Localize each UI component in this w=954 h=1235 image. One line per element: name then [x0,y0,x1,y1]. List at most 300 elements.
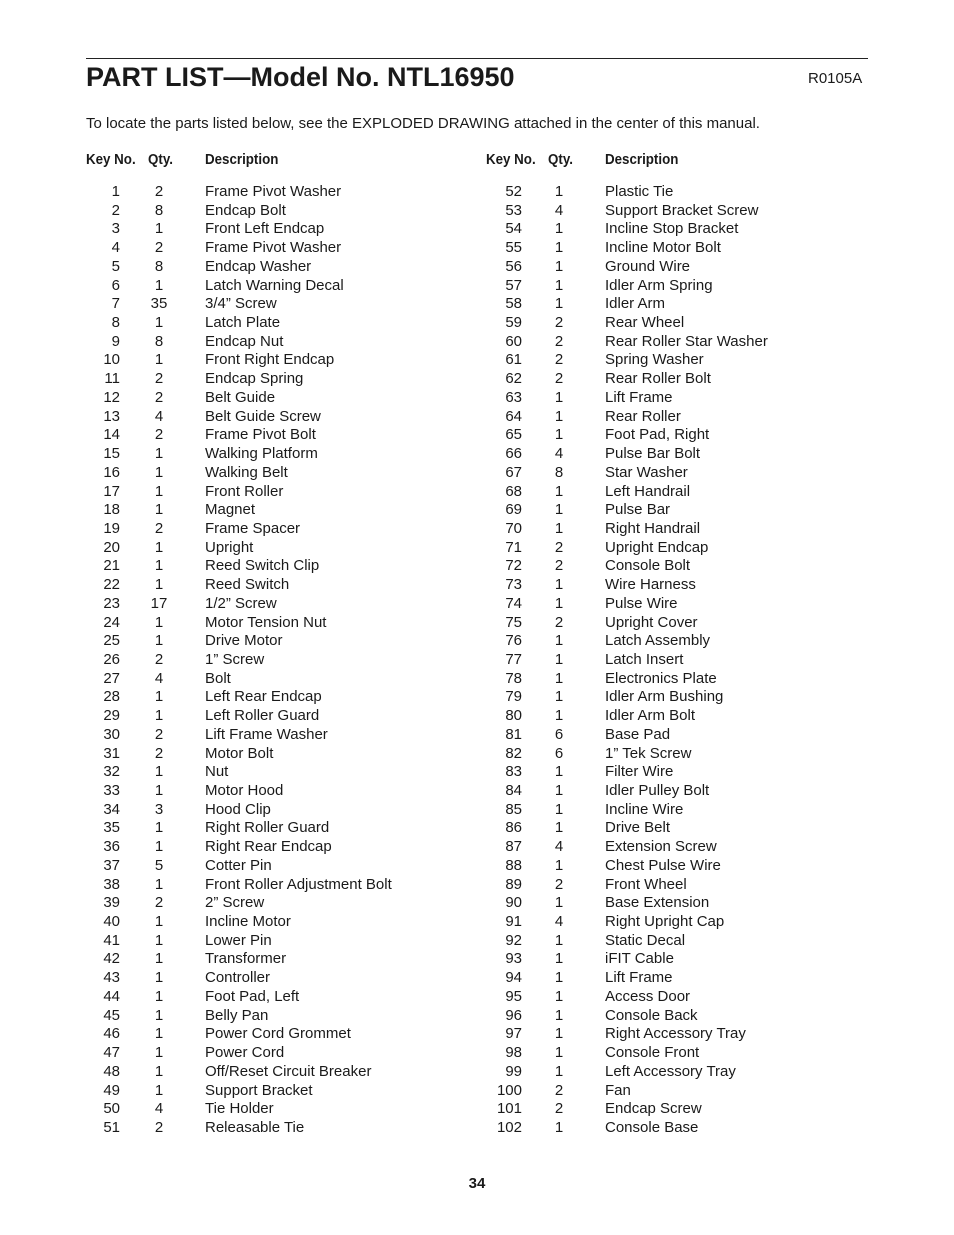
part-qty: 1 [554,257,564,275]
part-key-no: 76 [505,632,522,650]
part-qty: 2 [554,538,564,556]
part-key-no: 98 [505,1044,522,1062]
part-qty: 1 [554,295,564,313]
part-key-no: 26 [103,650,120,668]
part-qty: 1 [554,950,564,968]
part-qty: 2 [554,314,564,332]
part-description: Frame Pivot Bolt [205,426,316,444]
part-qty: 1 [154,688,164,706]
part-description: Reed Switch Clip [205,557,320,575]
part-qty: 1 [554,987,564,1005]
part-description: Idler Arm [605,295,666,313]
part-qty: 1 [554,669,564,687]
part-qty: 1 [554,1118,564,1136]
part-qty: 1 [154,838,164,856]
part-key-no: 27 [103,669,120,687]
part-description: Plastic Tie [605,183,674,200]
part-description: Motor Hood [205,782,284,799]
part-qty: 1 [554,632,564,650]
part-qty: 1 [554,1025,564,1043]
part-key-no: 1 [111,183,120,200]
part-key-no: 99 [505,1062,522,1080]
part-key-no: 14 [103,426,120,444]
part-description: Power Cord Grommet [205,1025,351,1043]
part-qty: 1 [154,445,164,463]
header-key-no: Key No. [86,152,136,168]
part-qty: 1 [154,276,164,294]
part-qty: 2 [554,1100,564,1118]
part-key-no: 62 [505,370,522,388]
part-key-no: 45 [103,1006,120,1024]
part-key-no: 57 [505,276,522,294]
part-description: Idler Arm Bolt [605,707,696,725]
part-description: 1/2” Screw [205,594,277,612]
part-qty: 1 [154,220,164,238]
part-qty: 2 [154,894,164,912]
part-description: Latch Assembly [605,632,711,650]
part-description: Incline Wire [605,800,684,818]
part-key-no: 64 [505,407,522,425]
part-qty: 1 [154,707,164,725]
part-qty: 2 [554,613,564,631]
part-description: Lift Frame [605,388,673,406]
part-key-no: 47 [103,1044,120,1062]
part-description: Idler Pulley Bolt [605,782,710,799]
part-qty: 1 [154,1006,164,1024]
part-description: Front Wheel [605,875,687,893]
part-key-no: 63 [505,388,522,406]
part-qty: 1 [154,557,164,575]
part-qty: 8 [154,257,164,275]
part-key-no: 20 [103,538,120,556]
part-description: Bolt [205,669,231,687]
part-qty: 2 [154,426,164,444]
part-description: Endcap Bolt [205,201,286,219]
part-description: Console Bolt [605,557,691,575]
part-description: Rear Wheel [605,314,685,332]
part-key-no: 82 [505,744,522,762]
part-qty: 1 [154,763,164,781]
part-description: Filter Wire [605,763,674,781]
part-description: Support Bracket Screw [605,201,759,219]
page-title: PART LIST—Model No. NTL16950 [86,62,515,92]
part-qty: 1 [154,819,164,837]
part-description: Base Pad [605,725,671,743]
part-description: Incline Motor Bolt [605,239,721,257]
part-description: Fan [605,1081,631,1099]
part-qty: 2 [154,1118,164,1136]
part-key-no: 35 [103,819,120,837]
part-qty: 2 [554,351,564,369]
part-key-no: 15 [103,445,120,463]
part-qty: 4 [154,407,164,425]
part-description: Left Accessory Tray [605,1062,736,1080]
part-description: Frame Pivot Washer [205,239,342,257]
part-key-no: 50 [103,1100,120,1118]
part-description: Endcap Screw [605,1100,702,1118]
part-key-no: 8 [111,314,120,332]
document-code: R0105A [808,70,863,87]
part-qty: 2 [154,650,164,668]
part-key-no: 53 [505,201,522,219]
part-description: Belt Guide [205,388,276,406]
part-description: Wire Harness [605,576,696,594]
part-description: Rear Roller Star Washer [605,332,768,350]
part-key-no: 65 [505,426,522,444]
part-qty: 1 [154,576,164,594]
part-qty: 2 [154,519,164,537]
part-qty: 1 [154,913,164,931]
part-qty: 1 [154,931,164,949]
part-qty: 2 [154,183,164,200]
part-key-no: 95 [505,987,522,1005]
part-description: Drive Belt [605,819,671,837]
part-key-no: 58 [505,295,522,313]
part-description: Reed Switch [205,576,290,594]
header-description: Description [205,152,279,168]
part-key-no: 43 [103,969,120,987]
part-key-no: 24 [103,613,120,631]
part-description: Endcap Spring [205,370,304,388]
part-key-no: 87 [505,838,522,856]
part-key-no: 49 [103,1081,120,1099]
part-description: Right Upright Cap [605,913,725,931]
part-qty: 1 [154,875,164,893]
part-qty: 1 [554,894,564,912]
part-qty: 1 [554,594,564,612]
part-qty: 4 [154,669,164,687]
part-key-no: 69 [505,501,522,519]
part-description: Belt Guide Screw [205,407,321,425]
part-qty: 1 [154,501,164,519]
part-qty: 1 [554,650,564,668]
part-key-no: 72 [505,557,522,575]
part-key-no: 101 [496,1100,522,1118]
part-description: Front Left Endcap [205,220,325,238]
part-description: Cotter Pin [205,856,272,874]
part-key-no: 83 [505,763,522,781]
part-description: Transformer [205,950,287,968]
part-qty: 2 [554,332,564,350]
part-key-no: 51 [103,1118,120,1136]
part-description: Console Base [605,1118,699,1136]
part-description: Nut [205,763,229,781]
part-qty: 1 [154,1025,164,1043]
part-key-no: 71 [505,538,522,556]
part-qty: 35 [150,295,168,313]
part-key-no: 23 [103,594,120,612]
part-qty: 1 [154,1044,164,1062]
part-qty: 1 [554,707,564,725]
part-description: Latch Insert [605,650,684,668]
part-qty: 2 [554,1081,564,1099]
part-qty: 6 [554,744,564,762]
part-qty: 4 [554,838,564,856]
part-key-no: 33 [103,782,120,799]
part-description: Incline Stop Bracket [605,220,739,238]
part-description: Idler Arm Spring [605,276,713,294]
part-qty: 2 [554,370,564,388]
part-qty: 1 [554,220,564,238]
part-key-no: 74 [505,594,522,612]
part-qty: 1 [154,987,164,1005]
part-qty: 1 [154,538,164,556]
part-key-no: 89 [505,875,522,893]
part-qty: 1 [554,856,564,874]
part-key-no: 81 [505,725,522,743]
part-description: Belly Pan [205,1006,269,1024]
part-qty: 1 [554,407,564,425]
part-qty: 1 [554,576,564,594]
part-qty: 1 [554,969,564,987]
part-key-no: 93 [505,950,522,968]
part-qty: 1 [154,632,164,650]
part-description: Endcap Nut [205,332,284,350]
part-description: Right Handrail [605,519,701,537]
part-key-no: 11 [104,370,120,388]
part-qty: 1 [554,763,564,781]
part-key-no: 85 [505,800,522,818]
part-key-no: 17 [103,482,120,500]
part-key-no: 29 [103,707,120,725]
part-key-no: 2 [111,201,120,219]
part-key-no: 55 [505,239,522,257]
part-qty: 1 [554,1062,564,1080]
part-key-no: 75 [505,613,522,631]
part-key-no: 42 [103,950,120,968]
part-qty: 1 [554,688,564,706]
part-description: Walking Belt [205,463,288,481]
part-key-no: 40 [103,913,120,931]
part-description: Extension Screw [605,838,717,856]
part-description: Front Roller Adjustment Bolt [205,875,392,893]
part-qty: 1 [154,613,164,631]
part-qty: 8 [554,463,564,481]
part-key-no: 19 [103,519,120,537]
part-key-no: 59 [505,314,522,332]
part-description: Incline Motor [205,913,291,931]
part-key-no: 31 [103,744,120,762]
part-key-no: 61 [505,351,522,369]
part-qty: 1 [154,314,164,332]
part-description: Power Cord [205,1044,285,1062]
part-description: Idler Arm Bushing [605,688,724,706]
part-description: Spring Washer [605,351,704,369]
part-qty: 5 [154,856,164,874]
part-description: 3/4” Screw [205,295,277,313]
part-description: 1” Tek Screw [605,744,692,762]
part-key-no: 66 [505,445,522,463]
intro-text: To locate the parts listed below, see the EXPLODED DRAWING attached in the center of this manual. [86,115,760,132]
title-rule [86,58,868,59]
part-key-no: 97 [505,1025,522,1043]
part-key-no: 78 [505,669,522,687]
part-key-no: 16 [103,463,120,481]
part-key-no: 5 [111,257,120,275]
part-qty: 1 [554,388,564,406]
part-qty: 3 [154,800,164,818]
part-description: Frame Spacer [205,519,301,537]
part-description: Motor Bolt [205,744,274,762]
part-description: Support Bracket [205,1081,313,1099]
part-qty: 1 [154,463,164,481]
part-qty: 4 [554,445,564,463]
part-key-no: 54 [505,220,522,238]
part-description: Lift Frame Washer [205,725,328,743]
part-key-no: 100 [496,1081,522,1099]
part-qty: 8 [154,332,164,350]
part-key-no: 60 [505,332,522,350]
part-key-no: 12 [103,388,120,406]
part-key-no: 68 [505,482,522,500]
part-key-no: 30 [103,725,120,743]
part-key-no: 38 [103,875,120,893]
part-key-no: 13 [103,407,120,425]
part-key-no: 37 [103,856,120,874]
part-description: Right Roller Guard [205,819,330,837]
part-key-no: 90 [505,894,522,912]
part-description: Chest Pulse Wire [605,856,721,874]
part-description: Pulse Bar Bolt [605,445,701,463]
part-key-no: 94 [505,969,522,987]
part-description: Access Door [605,987,691,1005]
part-key-no: 4 [111,239,120,257]
header-qty: Qty. [148,152,173,168]
part-key-no: 21 [103,557,120,575]
part-key-no: 32 [103,763,120,781]
header-description: Description [605,152,679,168]
part-description: Ground Wire [605,257,691,275]
part-description: Upright Cover [605,613,698,631]
part-qty: 1 [554,819,564,837]
part-qty: 1 [154,1062,164,1080]
part-qty: 2 [554,557,564,575]
part-description: Electronics Plate [605,669,717,687]
part-key-no: 48 [103,1062,120,1080]
part-description: Pulse Bar [605,501,671,519]
part-key-no: 84 [505,782,522,799]
part-qty: 4 [554,201,564,219]
part-key-no: 80 [505,707,522,725]
part-key-no: 46 [103,1025,120,1043]
part-key-no: 18 [103,501,120,519]
part-description: Off/Reset Circuit Breaker [205,1062,372,1080]
part-key-no: 70 [505,519,522,537]
part-qty: 1 [154,482,164,500]
part-key-no: 79 [505,688,522,706]
header-key-no: Key No. [486,152,536,168]
header-qty: Qty. [548,152,573,168]
part-qty: 1 [554,519,564,537]
part-qty: 2 [154,239,164,257]
part-qty: 2 [154,725,164,743]
part-description: Right Rear Endcap [205,838,332,856]
part-key-no: 67 [505,463,522,481]
part-qty: 2 [154,744,164,762]
part-description: Foot Pad, Left [205,987,300,1005]
part-description: Lift Frame [605,969,673,987]
part-description: Lower Pin [205,931,272,949]
part-description: iFIT Cable [605,950,674,968]
part-qty: 1 [554,931,564,949]
part-qty: 1 [554,1044,564,1062]
part-description: Latch Plate [205,314,281,332]
part-description: Tie Holder [205,1100,274,1118]
part-description: Left Roller Guard [205,707,320,725]
part-key-no: 96 [505,1006,522,1024]
part-key-no: 9 [111,332,120,350]
part-qty: 8 [154,201,164,219]
part-key-no: 3 [111,220,120,238]
part-description: Left Rear Endcap [205,688,322,706]
part-key-no: 34 [103,800,120,818]
part-qty: 2 [154,370,164,388]
part-description: Hood Clip [205,800,271,818]
part-description: Magnet [205,501,256,519]
part-qty: 1 [554,782,564,799]
part-qty: 17 [150,594,168,612]
part-description: Motor Tension Nut [205,613,327,631]
part-description: Pulse Wire [605,594,678,612]
part-description: Controller [205,969,271,987]
part-description: 2” Screw [205,894,265,912]
part-qty: 4 [154,1100,164,1118]
part-description: Latch Warning Decal [205,276,344,294]
part-key-no: 39 [103,894,120,912]
part-key-no: 41 [103,931,120,949]
part-key-no: 22 [103,576,120,594]
part-description: Left Handrail [605,482,691,500]
part-description: Upright [205,538,254,556]
part-key-no: 86 [505,819,522,837]
part-description: Static Decal [605,931,686,949]
part-description: Right Accessory Tray [605,1025,746,1043]
part-qty: 4 [554,913,564,931]
part-qty: 1 [554,183,564,200]
part-description: Upright Endcap [605,538,709,556]
part-description: Rear Roller [605,407,681,425]
part-key-no: 10 [103,351,120,369]
part-key-no: 91 [505,913,522,931]
part-qty: 1 [554,501,564,519]
part-description: Foot Pad, Right [605,426,710,444]
part-description: Front Right Endcap [205,351,335,369]
part-qty: 1 [554,482,564,500]
part-description: Drive Motor [205,632,283,650]
part-qty: 1 [554,239,564,257]
part-key-no: 77 [505,650,522,668]
part-qty: 1 [554,426,564,444]
part-key-no: 6 [111,276,120,294]
part-key-no: 52 [505,183,522,200]
part-qty: 1 [554,276,564,294]
part-qty: 6 [554,725,564,743]
part-qty: 1 [154,1081,164,1099]
part-key-no: 7 [111,295,120,313]
part-description: Releasable Tie [205,1118,305,1136]
part-description: Endcap Washer [205,257,312,275]
part-description: Frame Pivot Washer [205,183,342,200]
part-key-no: 56 [505,257,522,275]
part-key-no: 28 [103,688,120,706]
part-key-no: 92 [505,931,522,949]
part-key-no: 73 [505,576,522,594]
part-description: Star Washer [605,463,688,481]
part-key-no: 44 [103,987,120,1005]
part-qty: 1 [554,800,564,818]
part-key-no: 102 [496,1118,522,1136]
part-description: Console Back [605,1006,698,1024]
